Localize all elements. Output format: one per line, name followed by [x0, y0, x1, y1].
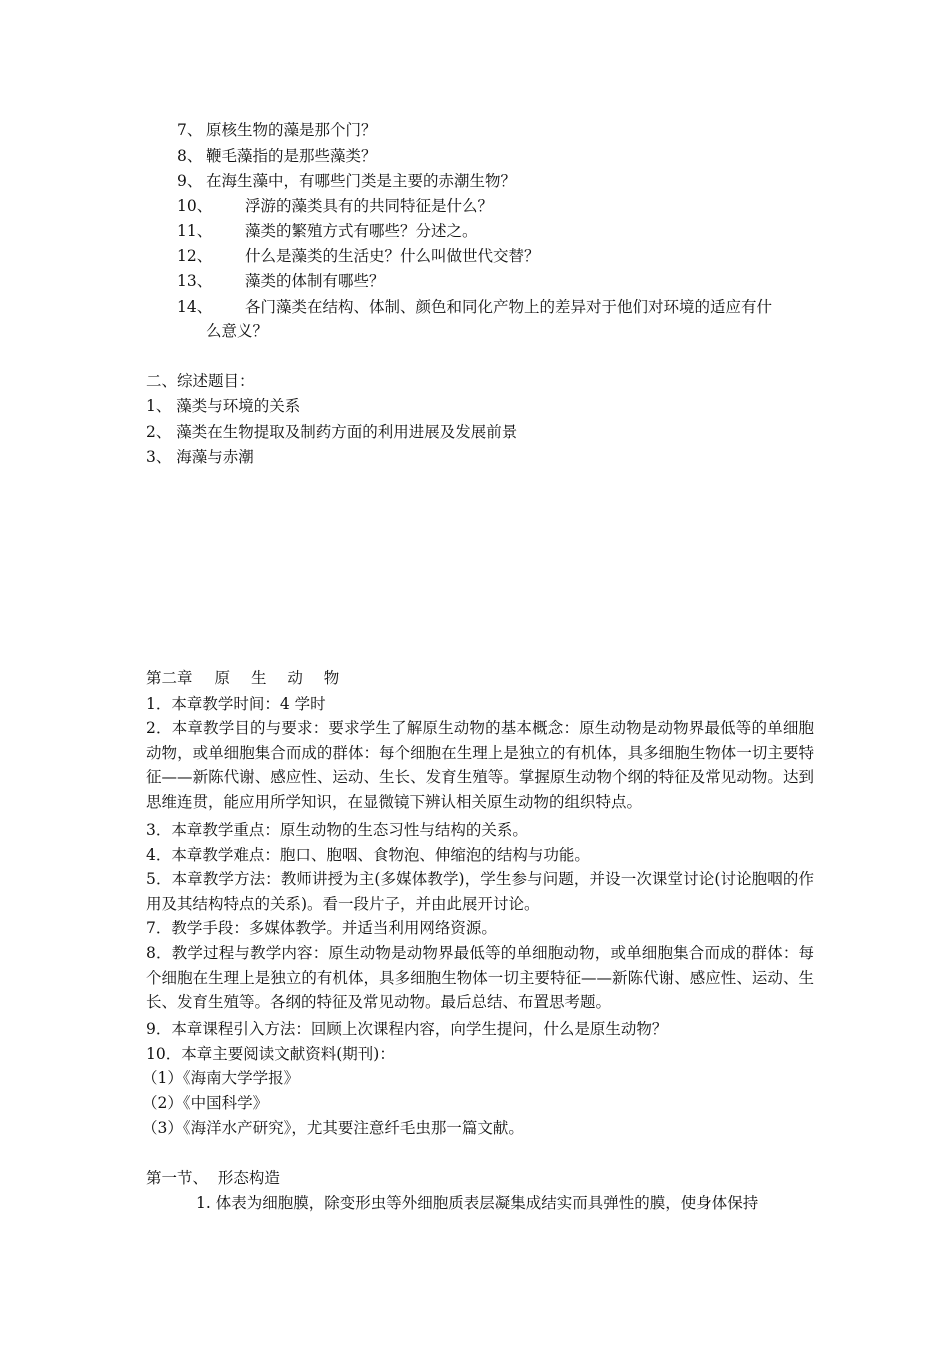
- question-number: 9、: [177, 172, 203, 190]
- chapter-paragraph: 9．本章课程引入方法：回顾上次课程内容，向学生提问，什么是原生动物？: [146, 1020, 668, 1038]
- question-text: 藻类的体制有哪些？: [245, 272, 385, 290]
- question-text: 什么是藻类的生活史？什么叫做世代交替？: [245, 247, 540, 265]
- question-number: 8、: [177, 147, 203, 165]
- question-text: 鞭毛藻指的是那些藻类？: [206, 147, 377, 165]
- reference-item: （1）《海南大学学报》: [142, 1069, 300, 1087]
- question-number: 13、: [177, 272, 213, 290]
- chapter-paragraph: 4．本章教学难点：胞口、胞咽、食物泡、伸缩泡的结构与功能。: [146, 846, 590, 864]
- question-number: 7、: [177, 121, 203, 139]
- review-item: 3、 海藻与赤潮: [146, 448, 254, 466]
- chapter-paragraph: 5．本章教学方法：教师讲授为主(多媒体教学)，学生参与问题，并设一次课堂讨论(讨论胞咽的作用及其结构特点的关系)。看一段片子，并由此展开讨论。: [146, 870, 814, 913]
- chapter-paragraph: 2．本章教学目的与要求：要求学生了解原生动物的基本概念：原生动物是动物界最低等的单细胞动物，或单细胞集合而成的群体：每个细胞在生理上是独立的有机体，具多细胞生物体一切主要特征——新陈代谢、感应性、运动、生长、发育生殖等。掌握原生动物个纲的特征及常见动物。达到思维连贯，能应用所学知识，在显微镜下辨认相关原生动物的组织特点。: [146, 719, 814, 811]
- review-item: 2、 藻类在生物提取及制药方面的利用进展及发展前景: [146, 423, 518, 441]
- chapter-label: 第二章: [146, 669, 193, 687]
- reference-item: （2）《中国科学》: [142, 1094, 269, 1112]
- section-heading: 第一节、 形态构造: [146, 1169, 280, 1187]
- chapter-paragraph: 7．教学手段：多媒体教学。并适当利用网络资源。: [146, 919, 497, 937]
- chapter-paragraph: 8．教学过程与教学内容：原生动物是动物界最低等的单细胞动物，或单细胞集合而成的群体：每个细胞在生理上是独立的有机体，具多细胞生物体一切主要特征——新陈代谢、感应性、运动、生长、发育生殖等。各纲的特征及常见动物。最后总结、布置思考题。: [146, 944, 814, 1011]
- question-number: 10、: [177, 197, 213, 215]
- question-number: 11、: [177, 222, 213, 240]
- chapter-name: 原 生 动 物: [214, 669, 348, 687]
- review-heading: 二、综述题目：: [146, 372, 255, 390]
- question-text: 浮游的藻类具有的共同特征是什么？: [245, 197, 494, 215]
- chapter-paragraph: 3．本章教学重点：原生动物的生态习性与结构的关系。: [146, 821, 528, 839]
- question-text: 原核生物的藻是那个门？: [206, 121, 377, 139]
- question-number: 14、: [177, 298, 213, 316]
- review-item: 1、 藻类与环境的关系: [146, 397, 301, 415]
- question-number: 12、: [177, 247, 213, 265]
- question-text: 藻类的繁殖方式有哪些？分述之。: [245, 222, 478, 240]
- reference-item: （3）《海洋水产研究》，尤其要注意纤毛虫那一篇文献。: [142, 1119, 524, 1137]
- chapter-paragraph: 10．本章主要阅读文献资料(期刊)：: [146, 1045, 395, 1063]
- question-text: 在海生藻中，有哪些门类是主要的赤潮生物？: [206, 172, 517, 190]
- question-text: 各门藻类在结构、体制、颜色和同化产物上的差异对于他们对环境的适应有什: [245, 298, 773, 316]
- chapter-paragraph: 1．本章教学时间：4 学时: [146, 695, 326, 713]
- section-paragraph: 1. 体表为细胞膜，除变形虫等外细胞质表层凝集成结实而具弹性的膜，使身体保持: [196, 1194, 759, 1212]
- question-text-continuation: 么意义？: [206, 322, 269, 340]
- chapter-title: [146, 668, 347, 688]
